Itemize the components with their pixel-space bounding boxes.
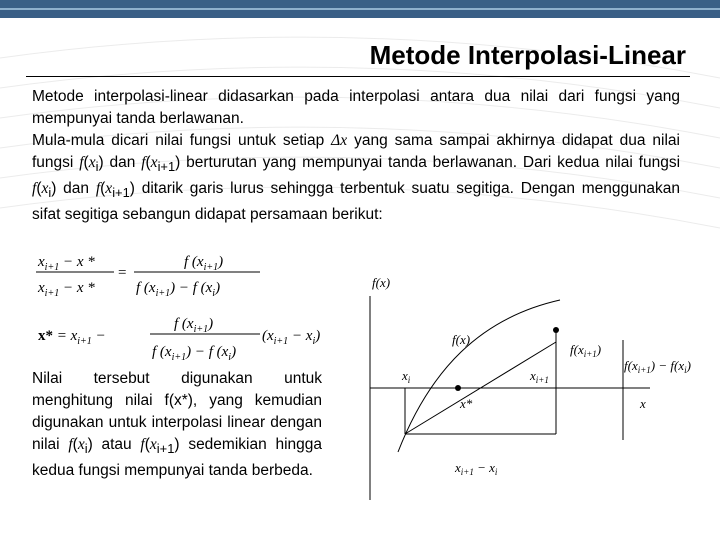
- label-xi1: $x_{i+1}$: [530, 368, 549, 385]
- label-diff: $f(x_{i+1}) - f(x_i)$: [624, 358, 691, 375]
- eq2-den: f $(x_{i+1}) - f$ $(x_i)$: [152, 344, 237, 363]
- eq2-rhs: $(x_{i+1} - x_i)$: [262, 328, 321, 347]
- para2-c: dan: [109, 154, 136, 171]
- para2-d: berturutan yang mempunyai tanda berlawanan. Dari kedua nilai fungsi: [186, 154, 681, 171]
- side-c: sedemikian hingga kedua fungsi mempunyai tanda berbeda.: [32, 436, 323, 480]
- side-a: Nilai tersebut digunakan untuk menghitung nilai f(x*), yang kemudian digunakan untuk interpolasi linear dengan nilai: [32, 370, 322, 453]
- paragraph-method: Mula-mula dicari nilai fungsi untuk setiap Δx yang sama sampai akhirnya didapat dua nilai fungsi $f(x_i)$ dan $f(x_{i+1})$ berturutan yang mempunyai tanda berlawanan. Dari kedua nilai fungsi $f(x_i)$ dan $f(x_{i+1})$ ditarik garis lurus sehingga terbentuk suatu segitiga. Dengan menggunakan sifat segitiga sebangun didapat persamaan berikut:: [32, 132, 681, 224]
- f-xi: f: [79, 154, 84, 171]
- eq1-num-right: f $(x_{i+1})$: [184, 254, 224, 273]
- eq1-num-left: $x_{i+1} - x$ *: [38, 254, 95, 273]
- label-dx: $x_{i+1} - x_i$: [455, 460, 498, 477]
- point-fxi1: [553, 327, 559, 333]
- label-xstar: x*: [460, 396, 473, 411]
- point-xstar: [455, 385, 461, 391]
- para2-e: dan: [63, 180, 90, 198]
- para2-b: yang sama sampai akhirnya didapat dua nilai fungsi: [32, 132, 680, 171]
- label-fxi1: $f(x_{i+1})$: [570, 342, 602, 359]
- side-b: atau: [101, 436, 132, 453]
- delta-x: Δx: [331, 132, 348, 149]
- para2-a: Mula-mula dicari nilai fungsi untuk setiap: [32, 132, 325, 149]
- paragraph-usage: Nilai tersebut digunakan untuk menghitung nilai f(x*), yang kemudian digunakan untuk interpolasi linear dengan nilai $f(x_i)$ atau $f(x_{i+1})$ sedemikian hingga kedua fungsi mempunyai tanda berbeda.: [32, 370, 323, 480]
- paragraph-intro: Metode interpolasi-linear didasarkan pada interpolasi antara dua nilai dari fungsi yang mempunyai tanda berlawanan.: [32, 88, 680, 127]
- eq1-den-left: $x_{i+1} - x$ *: [38, 280, 95, 299]
- page-title: Metode Interpolasi-Linear: [369, 40, 686, 70]
- eq1-den-right: f $(x_{i+1}) - f$ $(x_i)$: [136, 280, 221, 299]
- eq1-equals: =: [118, 265, 127, 281]
- eq2-lhs: $x* = x_{i+1}$ −: [38, 328, 106, 347]
- para2-f: ditarik garis lurus sehingga terbentuk suatu segitiga. Dengan menggunakan sifat segitiga sebangun didapat persamaan berikut:: [32, 180, 681, 224]
- label-fx-axis: f(x): [372, 275, 391, 290]
- label-x: x: [640, 396, 646, 411]
- label-fx-curve: f(x): [452, 332, 471, 347]
- eq2-num: f $(x_{i+1})$: [174, 316, 214, 335]
- label-xi: $x_i$: [402, 368, 411, 385]
